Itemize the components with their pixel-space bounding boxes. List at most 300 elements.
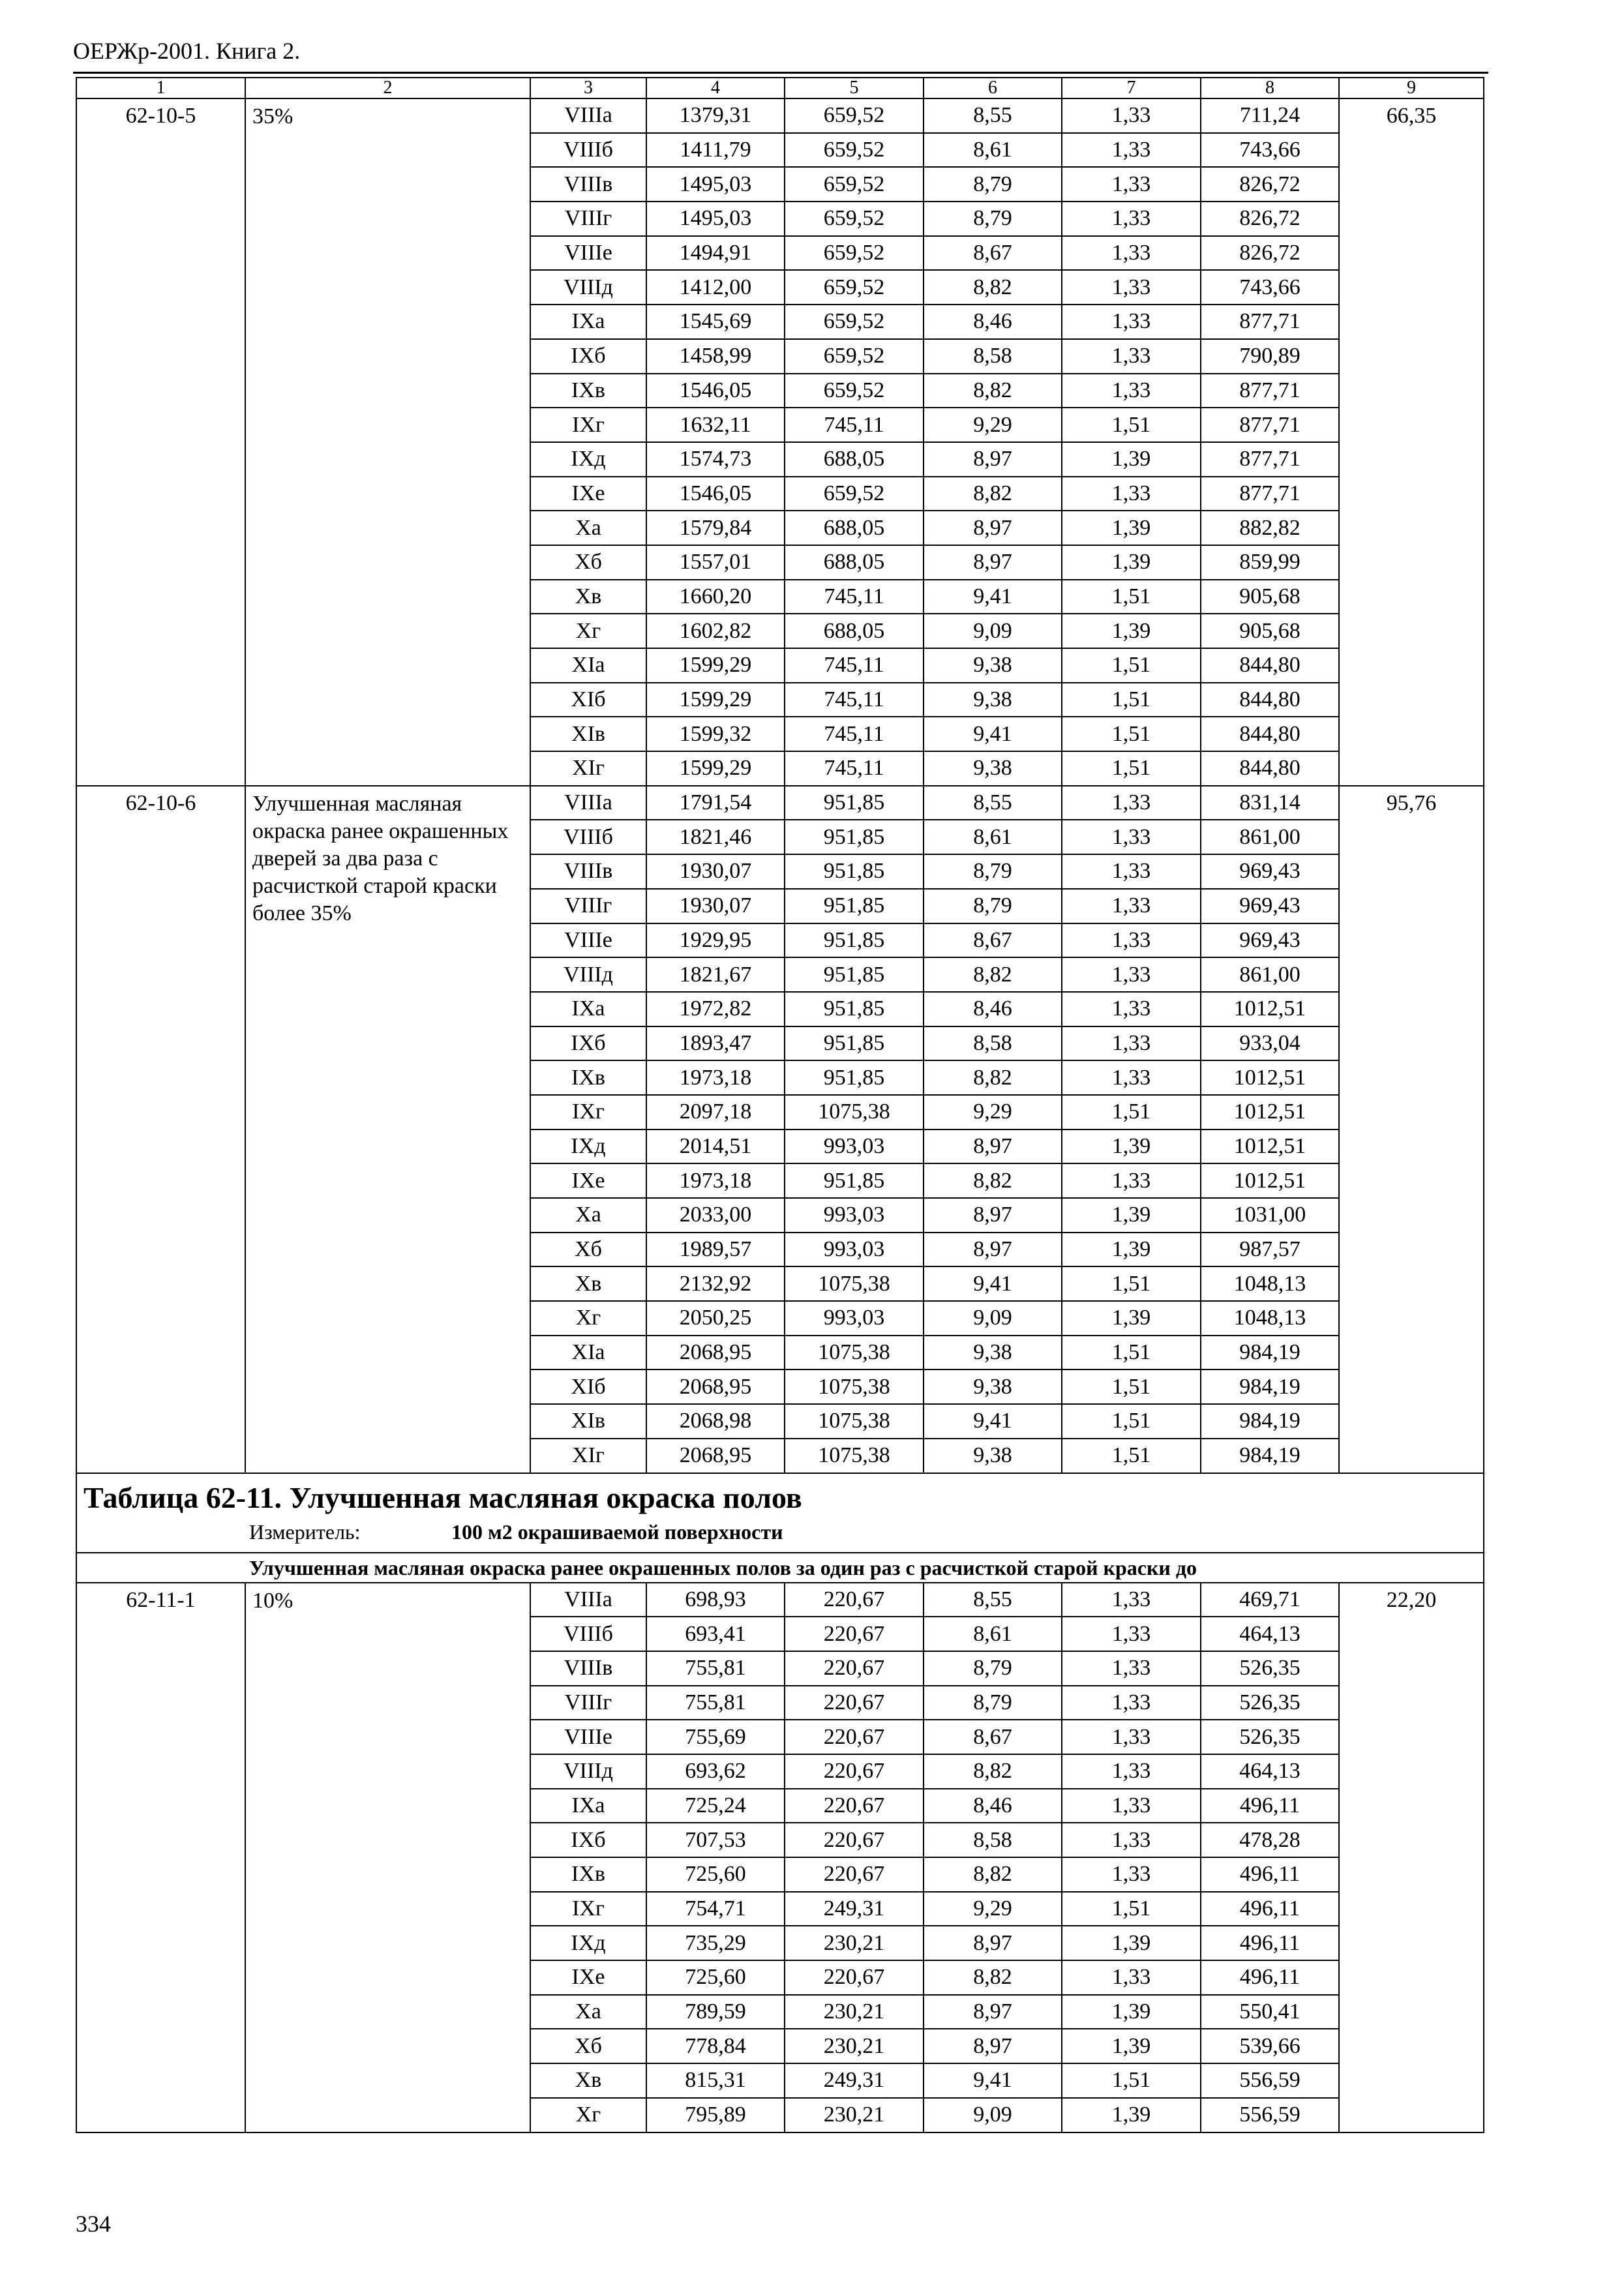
machine-cost-cell: 9,38 bbox=[924, 1439, 1062, 1473]
machine-cost-cell: 8,82 bbox=[924, 270, 1062, 305]
direct-cost-cell: 2050,25 bbox=[646, 1301, 785, 1336]
labor-cost-cell: 993,03 bbox=[785, 1198, 924, 1233]
machine-wage-cell: 1,33 bbox=[1062, 98, 1201, 133]
machine-cost-cell: 8,82 bbox=[924, 1060, 1062, 1095]
measure-value: 100 м2 окрашиваемой поверхности bbox=[451, 1519, 783, 1544]
machine-cost-cell: 9,29 bbox=[924, 1095, 1062, 1130]
machine-cost-cell: 9,29 bbox=[924, 408, 1062, 442]
materials-cell: 464,13 bbox=[1201, 1754, 1339, 1789]
labor-cost-cell: 993,03 bbox=[785, 1233, 924, 1267]
direct-cost-cell: 2068,95 bbox=[646, 1369, 785, 1404]
labor-cost-cell: 220,67 bbox=[785, 1823, 924, 1857]
zone-cell: VIIIд bbox=[530, 1754, 646, 1789]
zone-cell: IXб bbox=[530, 1823, 646, 1857]
machine-cost-cell: 8,97 bbox=[924, 2029, 1062, 2063]
labor-cost-cell: 220,67 bbox=[785, 1651, 924, 1686]
materials-cell: 844,80 bbox=[1201, 648, 1339, 683]
machine-cost-cell: 8,97 bbox=[924, 1198, 1062, 1233]
materials-cell: 1031,00 bbox=[1201, 1198, 1339, 1233]
labor-cost-cell: 688,05 bbox=[785, 545, 924, 580]
measure-line bbox=[83, 1519, 1477, 1544]
direct-cost-cell: 1973,18 bbox=[646, 1163, 785, 1198]
table-title: Таблица 62-11. Улучшенная масляная окраска полов bbox=[83, 1480, 802, 1514]
column-number: 9 bbox=[1339, 78, 1484, 98]
materials-cell: 496,11 bbox=[1201, 1926, 1339, 1960]
labor-cost-cell: 993,03 bbox=[785, 1301, 924, 1336]
labor-cost-cell: 220,67 bbox=[785, 1617, 924, 1651]
machine-cost-cell: 8,46 bbox=[924, 305, 1062, 339]
materials-cell: 1012,51 bbox=[1201, 1060, 1339, 1095]
machine-wage-cell: 1,33 bbox=[1062, 1720, 1201, 1754]
direct-cost-cell: 1929,95 bbox=[646, 923, 785, 958]
machine-wage-cell: 1,39 bbox=[1062, 614, 1201, 648]
machine-wage-cell: 1,39 bbox=[1062, 1926, 1201, 1960]
rates-table bbox=[76, 77, 1484, 2133]
zone-cell: Xг bbox=[530, 2098, 646, 2132]
direct-cost-cell: 2097,18 bbox=[646, 1095, 785, 1130]
machine-wage-cell: 1,39 bbox=[1062, 1301, 1201, 1336]
zone-cell: VIIIб bbox=[530, 1617, 646, 1651]
machine-wage-cell: 1,33 bbox=[1062, 889, 1201, 923]
zone-cell: VIIIб bbox=[530, 820, 646, 854]
machine-cost-cell: 9,38 bbox=[924, 751, 1062, 786]
machine-cost-cell: 8,97 bbox=[924, 1926, 1062, 1960]
labor-cost-cell: 659,52 bbox=[785, 339, 924, 374]
materials-cell: 556,59 bbox=[1201, 2063, 1339, 2098]
zone-cell: VIIIа bbox=[530, 98, 646, 133]
labor-cost-cell: 688,05 bbox=[785, 442, 924, 477]
zone-cell: IXв bbox=[530, 374, 646, 408]
column-number: 3 bbox=[530, 78, 646, 98]
direct-cost-cell: 698,93 bbox=[646, 1583, 785, 1617]
table-heading-row bbox=[76, 1473, 1484, 1553]
materials-cell: 905,68 bbox=[1201, 614, 1339, 648]
direct-cost-cell: 1495,03 bbox=[646, 202, 785, 236]
materials-cell: 969,43 bbox=[1201, 889, 1339, 923]
labor-cost-cell: 745,11 bbox=[785, 683, 924, 717]
direct-cost-cell: 1574,73 bbox=[646, 442, 785, 477]
zone-cell: Xа bbox=[530, 1198, 646, 1233]
materials-cell: 526,35 bbox=[1201, 1651, 1339, 1686]
machine-cost-cell: 8,58 bbox=[924, 1823, 1062, 1857]
materials-cell: 844,80 bbox=[1201, 717, 1339, 751]
direct-cost-cell: 795,89 bbox=[646, 2098, 785, 2132]
column-number-row bbox=[76, 78, 1484, 98]
machine-cost-cell: 9,41 bbox=[924, 580, 1062, 614]
direct-cost-cell: 1411,79 bbox=[646, 133, 785, 168]
materials-cell: 526,35 bbox=[1201, 1686, 1339, 1720]
machine-cost-cell: 9,41 bbox=[924, 1404, 1062, 1439]
labor-cost-cell: 220,67 bbox=[785, 1686, 924, 1720]
zone-cell: XIг bbox=[530, 1439, 646, 1473]
machine-cost-cell: 8,97 bbox=[924, 511, 1062, 545]
direct-cost-cell: 735,29 bbox=[646, 1926, 785, 1960]
labor-cost-cell: 230,21 bbox=[785, 1995, 924, 2029]
direct-cost-cell: 2068,95 bbox=[646, 1439, 785, 1473]
machine-cost-cell: 8,97 bbox=[924, 545, 1062, 580]
materials-cell: 861,00 bbox=[1201, 957, 1339, 992]
zone-cell: Xг bbox=[530, 1301, 646, 1336]
direct-cost-cell: 725,60 bbox=[646, 1857, 785, 1892]
materials-cell: 877,71 bbox=[1201, 477, 1339, 511]
zone-cell: IXа bbox=[530, 305, 646, 339]
materials-cell: 496,11 bbox=[1201, 1857, 1339, 1892]
labor-cost-cell: 659,52 bbox=[785, 477, 924, 511]
direct-cost-cell: 1989,57 bbox=[646, 1233, 785, 1267]
machine-cost-cell: 8,82 bbox=[924, 1163, 1062, 1198]
direct-cost-cell: 2132,92 bbox=[646, 1266, 785, 1301]
machine-wage-cell: 1,39 bbox=[1062, 1995, 1201, 2029]
machine-wage-cell: 1,33 bbox=[1062, 854, 1201, 889]
machine-wage-cell: 1,33 bbox=[1062, 167, 1201, 202]
direct-cost-cell: 755,69 bbox=[646, 1720, 785, 1754]
direct-cost-cell: 755,81 bbox=[646, 1651, 785, 1686]
machine-cost-cell: 8,82 bbox=[924, 477, 1062, 511]
labor-cost-cell: 220,67 bbox=[785, 1754, 924, 1789]
direct-cost-cell: 1495,03 bbox=[646, 167, 785, 202]
machine-cost-cell: 8,61 bbox=[924, 820, 1062, 854]
materials-cell: 877,71 bbox=[1201, 374, 1339, 408]
zone-cell: VIIIд bbox=[530, 270, 646, 305]
machine-wage-cell: 1,51 bbox=[1062, 751, 1201, 786]
zone-cell: IXе bbox=[530, 477, 646, 511]
zone-cell: Xв bbox=[530, 1266, 646, 1301]
zone-cell: IXг bbox=[530, 1892, 646, 1926]
machine-wage-cell: 1,51 bbox=[1062, 1369, 1201, 1404]
machine-wage-cell: 1,51 bbox=[1062, 408, 1201, 442]
labor-cost-cell: 951,85 bbox=[785, 820, 924, 854]
labor-cost-cell: 951,85 bbox=[785, 786, 924, 820]
direct-cost-cell: 707,53 bbox=[646, 1823, 785, 1857]
machine-wage-cell: 1,51 bbox=[1062, 648, 1201, 683]
machine-wage-cell: 1,33 bbox=[1062, 1754, 1201, 1789]
machine-wage-cell: 1,33 bbox=[1062, 202, 1201, 236]
zone-cell: IXа bbox=[530, 992, 646, 1026]
direct-cost-cell: 1599,29 bbox=[646, 648, 785, 683]
zone-cell: IXг bbox=[530, 1095, 646, 1130]
labor-cost-cell: 951,85 bbox=[785, 1163, 924, 1198]
machine-wage-cell: 1,33 bbox=[1062, 1960, 1201, 1995]
machine-wage-cell: 1,51 bbox=[1062, 1892, 1201, 1926]
direct-cost-cell: 1379,31 bbox=[646, 98, 785, 133]
zone-cell: Xб bbox=[530, 1233, 646, 1267]
machine-cost-cell: 8,46 bbox=[924, 992, 1062, 1026]
machine-cost-cell: 9,29 bbox=[924, 1892, 1062, 1926]
machine-cost-cell: 8,97 bbox=[924, 442, 1062, 477]
machine-wage-cell: 1,51 bbox=[1062, 580, 1201, 614]
labor-cost-cell: 951,85 bbox=[785, 1060, 924, 1095]
labor-cost-cell: 745,11 bbox=[785, 717, 924, 751]
direct-cost-cell: 1599,29 bbox=[646, 751, 785, 786]
materials-cell: 987,57 bbox=[1201, 1233, 1339, 1267]
machine-wage-cell: 1,33 bbox=[1062, 1857, 1201, 1892]
machine-cost-cell: 8,79 bbox=[924, 1651, 1062, 1686]
labor-cost-cell: 745,11 bbox=[785, 408, 924, 442]
zone-cell: XIг bbox=[530, 751, 646, 786]
materials-cell: 556,59 bbox=[1201, 2098, 1339, 2132]
machine-wage-cell: 1,33 bbox=[1062, 1789, 1201, 1823]
machine-wage-cell: 1,51 bbox=[1062, 1404, 1201, 1439]
labor-cost-cell: 220,67 bbox=[785, 1720, 924, 1754]
labor-cost-cell: 659,52 bbox=[785, 305, 924, 339]
zone-cell: Xб bbox=[530, 2029, 646, 2063]
machine-cost-cell: 9,09 bbox=[924, 1301, 1062, 1336]
materials-cell: 539,66 bbox=[1201, 2029, 1339, 2063]
page-number: 334 bbox=[76, 2211, 111, 2237]
labor-cost-cell: 745,11 bbox=[785, 751, 924, 786]
machine-cost-cell: 8,58 bbox=[924, 339, 1062, 374]
zone-cell: XIа bbox=[530, 1336, 646, 1370]
direct-cost-cell: 1579,84 bbox=[646, 511, 785, 545]
labor-cost-cell: 951,85 bbox=[785, 957, 924, 992]
materials-cell: 1012,51 bbox=[1201, 1130, 1339, 1164]
zone-cell: VIIIа bbox=[530, 786, 646, 820]
materials-cell: 478,28 bbox=[1201, 1823, 1339, 1857]
zone-cell: VIIIг bbox=[530, 889, 646, 923]
materials-cell: 1048,13 bbox=[1201, 1301, 1339, 1336]
machine-wage-cell: 1,33 bbox=[1062, 786, 1201, 820]
machine-wage-cell: 1,33 bbox=[1062, 1823, 1201, 1857]
machine-wage-cell: 1,39 bbox=[1062, 1130, 1201, 1164]
materials-cell: 969,43 bbox=[1201, 854, 1339, 889]
zone-cell: Xг bbox=[530, 614, 646, 648]
materials-cell: 743,66 bbox=[1201, 133, 1339, 168]
labor-hours-cell: 95,76 bbox=[1339, 786, 1484, 1473]
machine-wage-cell: 1,33 bbox=[1062, 1583, 1201, 1617]
machine-cost-cell: 8,97 bbox=[924, 1130, 1062, 1164]
machine-cost-cell: 8,61 bbox=[924, 133, 1062, 168]
materials-cell: 1048,13 bbox=[1201, 1266, 1339, 1301]
zone-cell: VIIIб bbox=[530, 133, 646, 168]
machine-cost-cell: 9,38 bbox=[924, 1369, 1062, 1404]
materials-cell: 933,04 bbox=[1201, 1026, 1339, 1061]
direct-cost-cell: 789,59 bbox=[646, 1995, 785, 2029]
machine-wage-cell: 1,33 bbox=[1062, 1026, 1201, 1061]
zone-cell: Xв bbox=[530, 2063, 646, 2098]
machine-cost-cell: 8,82 bbox=[924, 1960, 1062, 1995]
machine-cost-cell: 8,79 bbox=[924, 889, 1062, 923]
direct-cost-cell: 1494,91 bbox=[646, 236, 785, 271]
direct-cost-cell: 725,60 bbox=[646, 1960, 785, 1995]
direct-cost-cell: 1545,69 bbox=[646, 305, 785, 339]
direct-cost-cell: 1546,05 bbox=[646, 477, 785, 511]
direct-cost-cell: 1821,46 bbox=[646, 820, 785, 854]
labor-cost-cell: 688,05 bbox=[785, 614, 924, 648]
direct-cost-cell: 1546,05 bbox=[646, 374, 785, 408]
zone-cell: XIв bbox=[530, 717, 646, 751]
labor-cost-cell: 220,67 bbox=[785, 1789, 924, 1823]
rate-description: 35% bbox=[245, 98, 530, 786]
machine-cost-cell: 9,09 bbox=[924, 614, 1062, 648]
direct-cost-cell: 2068,95 bbox=[646, 1336, 785, 1370]
machine-wage-cell: 1,39 bbox=[1062, 2098, 1201, 2132]
machine-cost-cell: 9,41 bbox=[924, 717, 1062, 751]
machine-cost-cell: 8,79 bbox=[924, 854, 1062, 889]
materials-cell: 469,71 bbox=[1201, 1583, 1339, 1617]
zone-cell: VIIIе bbox=[530, 236, 646, 271]
zone-cell: XIа bbox=[530, 648, 646, 683]
machine-cost-cell: 8,82 bbox=[924, 374, 1062, 408]
direct-cost-cell: 2014,51 bbox=[646, 1130, 785, 1164]
materials-cell: 844,80 bbox=[1201, 683, 1339, 717]
table-row bbox=[76, 98, 1484, 133]
machine-cost-cell: 9,09 bbox=[924, 2098, 1062, 2132]
labor-cost-cell: 1075,38 bbox=[785, 1336, 924, 1370]
zone-cell: IXг bbox=[530, 408, 646, 442]
materials-cell: 877,71 bbox=[1201, 408, 1339, 442]
machine-wage-cell: 1,39 bbox=[1062, 1198, 1201, 1233]
materials-cell: 790,89 bbox=[1201, 339, 1339, 374]
zone-cell: Xв bbox=[530, 580, 646, 614]
materials-cell: 882,82 bbox=[1201, 511, 1339, 545]
labor-cost-cell: 1075,38 bbox=[785, 1095, 924, 1130]
zone-cell: VIIIг bbox=[530, 1686, 646, 1720]
rate-description: 10% bbox=[245, 1583, 530, 2132]
labor-cost-cell: 1075,38 bbox=[785, 1439, 924, 1473]
direct-cost-cell: 1602,82 bbox=[646, 614, 785, 648]
labor-cost-cell: 659,52 bbox=[785, 98, 924, 133]
materials-cell: 743,66 bbox=[1201, 270, 1339, 305]
table-row bbox=[76, 786, 1484, 820]
zone-cell: VIIIд bbox=[530, 957, 646, 992]
machine-wage-cell: 1,33 bbox=[1062, 236, 1201, 271]
machine-cost-cell: 8,79 bbox=[924, 167, 1062, 202]
machine-wage-cell: 1,51 bbox=[1062, 1095, 1201, 1130]
labor-cost-cell: 951,85 bbox=[785, 992, 924, 1026]
zone-cell: IXа bbox=[530, 1789, 646, 1823]
measure-label: Измеритель: bbox=[249, 1519, 361, 1544]
labor-cost-cell: 659,52 bbox=[785, 133, 924, 168]
machine-wage-cell: 1,33 bbox=[1062, 374, 1201, 408]
direct-cost-cell: 2068,98 bbox=[646, 1404, 785, 1439]
zone-cell: VIIIа bbox=[530, 1583, 646, 1617]
materials-cell: 831,14 bbox=[1201, 786, 1339, 820]
labor-cost-cell: 230,21 bbox=[785, 2098, 924, 2132]
direct-cost-cell: 725,24 bbox=[646, 1789, 785, 1823]
machine-cost-cell: 9,41 bbox=[924, 1266, 1062, 1301]
zone-cell: IXб bbox=[530, 339, 646, 374]
labor-cost-cell: 659,52 bbox=[785, 202, 924, 236]
materials-cell: 496,11 bbox=[1201, 1789, 1339, 1823]
labor-cost-cell: 993,03 bbox=[785, 1130, 924, 1164]
materials-cell: 1012,51 bbox=[1201, 1095, 1339, 1130]
direct-cost-cell: 2033,00 bbox=[646, 1198, 785, 1233]
zone-cell: IXд bbox=[530, 442, 646, 477]
labor-cost-cell: 659,52 bbox=[785, 236, 924, 271]
direct-cost-cell: 693,41 bbox=[646, 1617, 785, 1651]
zone-cell: IXе bbox=[530, 1960, 646, 1995]
materials-cell: 969,43 bbox=[1201, 923, 1339, 958]
materials-cell: 984,19 bbox=[1201, 1369, 1339, 1404]
machine-cost-cell: 8,97 bbox=[924, 1995, 1062, 2029]
direct-cost-cell: 1412,00 bbox=[646, 270, 785, 305]
direct-cost-cell: 1930,07 bbox=[646, 889, 785, 923]
machine-wage-cell: 1,33 bbox=[1062, 957, 1201, 992]
labor-cost-cell: 220,67 bbox=[785, 1857, 924, 1892]
direct-cost-cell: 1599,29 bbox=[646, 683, 785, 717]
machine-cost-cell: 9,38 bbox=[924, 1336, 1062, 1370]
section-title-row bbox=[76, 1553, 1484, 1583]
labor-cost-cell: 951,85 bbox=[785, 923, 924, 958]
labor-cost-cell: 249,31 bbox=[785, 2063, 924, 2098]
rate-code: 62-10-5 bbox=[76, 98, 245, 786]
materials-cell: 984,19 bbox=[1201, 1336, 1339, 1370]
direct-cost-cell: 1893,47 bbox=[646, 1026, 785, 1061]
machine-cost-cell: 9,38 bbox=[924, 648, 1062, 683]
section-title: Улучшенная масляная окраска ранее окрашенных полов за один раз с расчисткой старой краски до bbox=[76, 1553, 1484, 1583]
zone-cell: VIIIе bbox=[530, 1720, 646, 1754]
column-number: 2 bbox=[245, 78, 530, 98]
machine-wage-cell: 1,33 bbox=[1062, 133, 1201, 168]
column-number: 1 bbox=[76, 78, 245, 98]
labor-cost-cell: 1075,38 bbox=[785, 1266, 924, 1301]
labor-cost-cell: 220,67 bbox=[785, 1960, 924, 1995]
machine-wage-cell: 1,33 bbox=[1062, 1163, 1201, 1198]
materials-cell: 526,35 bbox=[1201, 1720, 1339, 1754]
zone-cell: VIIIг bbox=[530, 202, 646, 236]
materials-cell: 1012,51 bbox=[1201, 992, 1339, 1026]
column-number: 7 bbox=[1062, 78, 1201, 98]
machine-cost-cell: 8,82 bbox=[924, 1857, 1062, 1892]
zone-cell: IXе bbox=[530, 1163, 646, 1198]
machine-cost-cell: 8,97 bbox=[924, 1233, 1062, 1267]
materials-cell: 711,24 bbox=[1201, 98, 1339, 133]
materials-cell: 844,80 bbox=[1201, 751, 1339, 786]
zone-cell: Xб bbox=[530, 545, 646, 580]
direct-cost-cell: 815,31 bbox=[646, 2063, 785, 2098]
machine-wage-cell: 1,39 bbox=[1062, 545, 1201, 580]
machine-wage-cell: 1,51 bbox=[1062, 1266, 1201, 1301]
machine-wage-cell: 1,51 bbox=[1062, 1439, 1201, 1473]
direct-cost-cell: 1973,18 bbox=[646, 1060, 785, 1095]
machine-cost-cell: 8,79 bbox=[924, 202, 1062, 236]
machine-wage-cell: 1,51 bbox=[1062, 683, 1201, 717]
labor-cost-cell: 951,85 bbox=[785, 889, 924, 923]
zone-cell: IXв bbox=[530, 1857, 646, 1892]
direct-cost-cell: 1458,99 bbox=[646, 339, 785, 374]
header-rule bbox=[73, 72, 1488, 74]
labor-cost-cell: 659,52 bbox=[785, 270, 924, 305]
machine-cost-cell: 9,41 bbox=[924, 2063, 1062, 2098]
labor-cost-cell: 688,05 bbox=[785, 511, 924, 545]
labor-cost-cell: 951,85 bbox=[785, 854, 924, 889]
machine-wage-cell: 1,39 bbox=[1062, 1233, 1201, 1267]
materials-cell: 496,11 bbox=[1201, 1960, 1339, 1995]
machine-wage-cell: 1,39 bbox=[1062, 2029, 1201, 2063]
machine-cost-cell: 9,38 bbox=[924, 683, 1062, 717]
materials-cell: 984,19 bbox=[1201, 1439, 1339, 1473]
direct-cost-cell: 778,84 bbox=[646, 2029, 785, 2063]
column-number: 4 bbox=[646, 78, 785, 98]
column-number: 6 bbox=[924, 78, 1062, 98]
direct-cost-cell: 1599,32 bbox=[646, 717, 785, 751]
zone-cell: IXд bbox=[530, 1130, 646, 1164]
rate-code: 62-10-6 bbox=[76, 786, 245, 1473]
materials-cell: 826,72 bbox=[1201, 202, 1339, 236]
direct-cost-cell: 1930,07 bbox=[646, 854, 785, 889]
direct-cost-cell: 1557,01 bbox=[646, 545, 785, 580]
labor-hours-cell: 66,35 bbox=[1339, 98, 1484, 786]
machine-cost-cell: 8,55 bbox=[924, 786, 1062, 820]
materials-cell: 496,11 bbox=[1201, 1892, 1339, 1926]
machine-wage-cell: 1,39 bbox=[1062, 511, 1201, 545]
zone-cell: IXб bbox=[530, 1026, 646, 1061]
direct-cost-cell: 1660,20 bbox=[646, 580, 785, 614]
labor-cost-cell: 951,85 bbox=[785, 1026, 924, 1061]
machine-cost-cell: 8,67 bbox=[924, 923, 1062, 958]
zone-cell: VIIIв bbox=[530, 854, 646, 889]
machine-cost-cell: 8,61 bbox=[924, 1617, 1062, 1651]
